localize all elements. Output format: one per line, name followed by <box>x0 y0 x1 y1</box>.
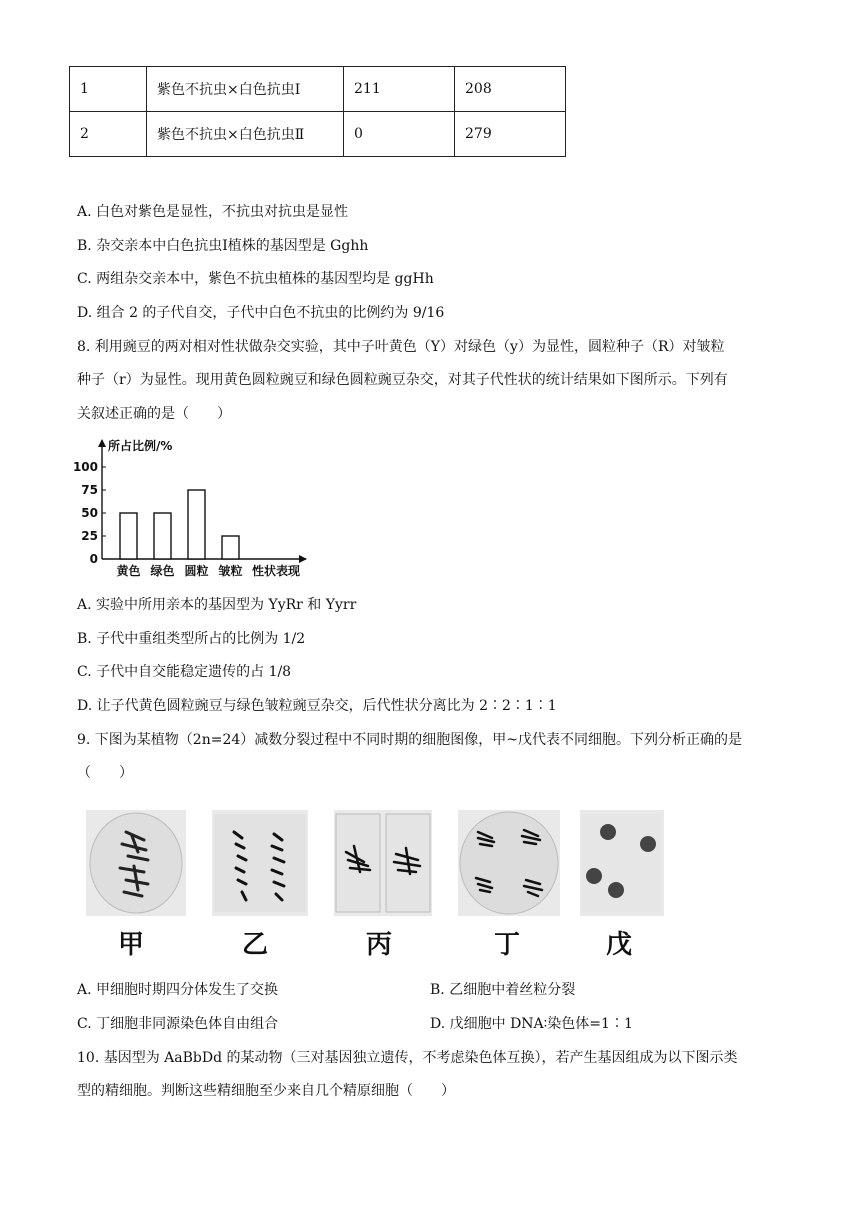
q8-option-a: A. 实验中所用亲本的基因型为 YyRr 和 Yyrr <box>77 597 357 613</box>
cell-image-jia <box>86 810 186 916</box>
nuclei-four-icon <box>580 810 664 916</box>
cell-label-ding: 丁 <box>494 930 521 960</box>
y-axis-arrow <box>98 439 106 447</box>
table-row <box>70 67 566 112</box>
q9-option-b: B. 乙细胞中着丝粒分裂 <box>430 982 576 998</box>
q9-stem-line-1: 9. 下图为某植物（2n=24）减数分裂过程中不同时期的细胞图像，甲~戊代表不同细胞。下列分析正确的是 <box>77 732 743 748</box>
q8-stem-line-1: 8. 利用豌豆的两对相对性状做杂交实验，其中子叶黄色（Y）对绿色（y）为显性，圆粒种子（R）对皱粒 <box>77 339 725 355</box>
chromosome-metaphase-icon <box>86 810 186 916</box>
cell-image-wu <box>580 810 664 916</box>
bar <box>120 513 137 559</box>
table-cell: 208 <box>455 67 566 112</box>
cross-results-table <box>69 66 566 157</box>
cell-image-yi <box>212 810 308 916</box>
cell-label-wu: 戊 <box>606 930 633 960</box>
x-tick-label: 黄色 <box>116 564 141 578</box>
q7-option-c: C. 两组杂交亲本中，紫色不抗虫植株的基因型均是 ggHh <box>77 271 434 287</box>
table-cell: 279 <box>455 112 566 157</box>
y-tick-label: 0 <box>89 552 98 566</box>
q9-option-d: D. 戊细胞中 DNA∶染色体=1∶1 <box>430 1016 633 1032</box>
table-cell: 紫色不抗虫×白色抗虫Ⅰ <box>147 67 344 112</box>
x-tick-label: 圆粒 <box>184 564 209 578</box>
chromosome-anaphase-icon <box>212 810 308 916</box>
bar <box>154 513 171 559</box>
q9-stem-line-2: （ ） <box>77 765 133 781</box>
q7-option-a: A. 白色对紫色是显性，不抗虫对抗虫是显性 <box>77 204 349 220</box>
bar <box>222 536 239 559</box>
x-tick-label: 皱粒 <box>218 564 243 578</box>
bar <box>188 490 205 559</box>
q8-stem-line-2: 种子（r）为显性。现用黄色圆粒豌豆和绿色圆粒豌豆杂交，对其子代性状的统计结果如下图所示。下列有 <box>77 372 728 388</box>
table-row <box>70 112 566 157</box>
q9-option-a: A. 甲细胞时期四分体发生了交换 <box>77 982 279 998</box>
x-axis-arrow <box>299 555 307 563</box>
q10-stem-line-1: 10. 基因型为 AaBbDd 的某动物（三对基因独立遗传，不考虑染色体互换），若产生基因组成为以下图示类 <box>77 1050 738 1066</box>
table-cell: 1 <box>70 67 147 112</box>
y-tick-label: 50 <box>81 506 98 520</box>
q8-option-b: B. 子代中重组类型所占的比例为 1/2 <box>77 631 306 647</box>
chromosome-tetrad-icon <box>458 810 560 916</box>
q10-stem-line-2: 型的精细胞。判断这些精细胞至少来自几个精原细胞（ ） <box>77 1083 455 1099</box>
y-tick-label: 25 <box>81 529 98 543</box>
cell-image-ding <box>458 810 560 916</box>
q8-stem-line-3: 关叙述正确的是（ ） <box>77 406 231 422</box>
y-axis-label: 所占比例/% <box>108 439 173 453</box>
cell-label-bing: 丙 <box>366 930 393 960</box>
q8-option-d: D. 让子代黄色圆粒豌豆与绿色皱粒豌豆杂交，后代性状分离比为 2∶2∶1∶1 <box>77 698 557 714</box>
cell-label-jia: 甲 <box>118 930 145 960</box>
q7-option-d: D. 组合 2 的子代自交，子代中白色不抗虫的比例约为 9/16 <box>77 305 445 321</box>
q9-option-c: C. 丁细胞非同源染色体自由组合 <box>77 1016 279 1032</box>
q7-option-b: B. 杂交亲本中白色抗虫Ⅰ植株的基因型是 Gghh <box>77 238 369 254</box>
q8-option-c: C. 子代中自交能稳定遗传的占 1/8 <box>77 664 292 680</box>
x-axis-label: 性状表现 <box>252 564 301 578</box>
y-tick-label: 75 <box>81 483 98 497</box>
y-tick-label: 100 <box>72 460 98 474</box>
cell-image-bing <box>334 810 432 916</box>
table-cell: 0 <box>344 112 455 157</box>
table-cell: 211 <box>344 67 455 112</box>
chromosome-telophase-icon <box>334 810 432 916</box>
cell-label-yi: 乙 <box>242 930 269 960</box>
table-cell: 紫色不抗虫×白色抗虫Ⅱ <box>147 112 344 157</box>
table-cell: 2 <box>70 112 147 157</box>
trait-ratio-bar-chart <box>60 432 320 584</box>
x-tick-label: 绿色 <box>150 564 175 578</box>
